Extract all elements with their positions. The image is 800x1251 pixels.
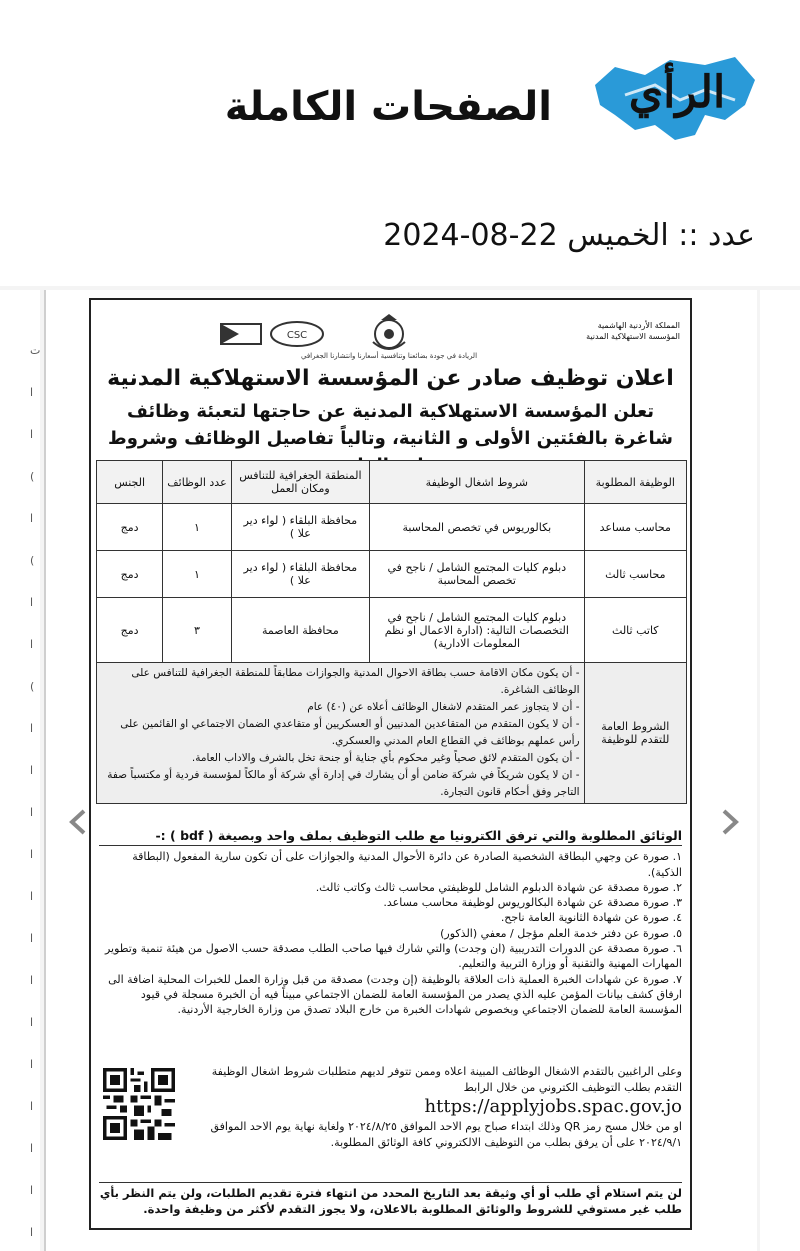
corporation-logos <box>219 318 329 350</box>
svg-text:CSC: CSC <box>286 330 308 341</box>
job-location: محافظة العاصمة <box>231 598 369 663</box>
previous-page-mark: ا <box>30 512 34 525</box>
documents-heading: الوثائق المطلوبة والتي ترفق الكترونيا مع طلب التوظيف بملف واحد وبصيغة ( bdf ) :- <box>99 828 682 846</box>
condition-item: - ان لا يكون شريكاً في شركة ضامن أو أن يشارك في إدارة أي شركة أو مالكاً لمؤسسة فردية أو مكتسباً صفة التاجر وفق أحكام قانون التجارة. <box>107 769 580 798</box>
condition-item: - أن لا يكون المتقدم من المتقاعدين المدنيين أو العسكريين أو متقاعدي الضمان الاجتماعي او القائمين على رأس عملهم بوظائف في القطاع العام المدني والعسكري. <box>120 718 580 747</box>
document-item: ٦. صورة مصدقة عن الدورات التدريبية (ان وجدت) والتي شارك فيها صاحب الطلب مصدقة حسب الاصول من هيئة تنمية وتطوير المهارات المهنية والتقنية أو وزارة التربية والتعليم. <box>104 942 682 971</box>
jobs-table <box>96 460 687 804</box>
org-name <box>586 320 680 342</box>
job-gender: دمج <box>97 551 163 598</box>
col-header: شروط اشغال الوظيفة <box>370 461 584 504</box>
logo-text: الرأي <box>628 67 726 118</box>
chevron-left-icon <box>62 805 96 839</box>
table-row <box>97 551 687 598</box>
previous-page-mark: ( <box>30 470 35 483</box>
previous-page-mark: ا <box>30 1058 34 1071</box>
col-header: الجنس <box>97 461 163 504</box>
document-item: ٧. صورة عن شهادات الخبرة العملية ذات العلاقة بالوظيفة (إن وجدت) مصدقة من قبل وزارة العمل للخبرات المحلية اضافة الى ارفاق كشف بيانات المؤمن عليه الذي يصدر من المؤسسة العامة للضمان الاجتماعي مبيناً فيه أن الخبرة مسجلة في قيود المؤسسة العامة للضمان الاجتماعي وبخصوص شهادات الخبرة من خارج البلاد تصدق من وزارة الخارجية الأردنية. <box>108 972 682 1017</box>
previous-page-mark: ا <box>30 764 34 777</box>
document-item: ٥. صورة عن دفتر خدمة العلم مؤجل / معفي (الذكور) <box>440 926 682 940</box>
job-count: ١ <box>163 551 231 598</box>
qr-code-icon[interactable] <box>103 1068 175 1140</box>
previous-page-mark: ا <box>30 806 34 819</box>
job-location: محافظة البلقاء ( لواء دير علا ) <box>231 551 369 598</box>
apply-dates: او من خلال مسح رمز QR وذلك ابتداء صباح يوم الاحد الموافق ٢٠٢٤/٨/٢٥ ولغاية نهاية يوم الاحد الموافق ٢٠٢٤/٩/١ على أن يرفق بطلب من التوظيف الالكتروني كافة الوثائق المطلوبة. <box>210 1120 682 1149</box>
job-count: ١ <box>163 504 231 551</box>
job-requirements: بكالوريوس في تخصص المحاسبة <box>370 504 584 551</box>
previous-page-mark: ا <box>30 428 34 441</box>
condition-item: - أن يكون مكان الاقامة حسب بطاقة الاحوال المدنية والجوازات مطابقاً للمنطقة الجغرافية للتنافس على الوظائف الشاغرة. <box>131 667 580 696</box>
previous-page-mark: ت <box>30 344 40 357</box>
document-item: ٢. صورة مصدقة عن شهادة الدبلوم الشامل للوظيفتي محاسب ثالث وكاتب ثالث. <box>315 880 682 894</box>
previous-page-mark: ا <box>30 386 34 399</box>
previous-page-mark: ا <box>30 932 34 945</box>
document-item: ٤. صورة عن شهادة الثانوية العامة ناجح. <box>500 911 682 925</box>
previous-page-mark: ا <box>30 722 34 735</box>
col-header: عدد الوظائف <box>163 461 231 504</box>
notice-header-logos <box>91 308 690 368</box>
org-line: المؤسسة الاستهلاكية المدنية <box>586 332 680 341</box>
required-documents <box>99 828 682 1018</box>
next-page-button[interactable] <box>712 805 746 839</box>
conditions-label: الشروط العامة للتقدم للوظيفة <box>584 663 686 804</box>
chevron-right-icon <box>712 805 746 839</box>
previous-page-mark: ا <box>30 890 34 903</box>
notice-subtitle: تعلن المؤسسة الاستهلاكية المدنية عن حاجتها لتعبئة وظائف شاغرة بالفئتين الأولى و الثانية، وتالياً تفاصيل الوظائف وشروط <box>108 401 673 449</box>
next-page-edge[interactable] <box>760 290 800 1251</box>
notice-title: اعلان توظيف صادر عن المؤسسة الاستهلاكية المدنية <box>107 366 674 391</box>
site-title: الصفحات الكاملة <box>224 84 552 130</box>
col-header: المنطقة الجغرافية للتنافس ومكان العمل <box>231 461 369 504</box>
job-count: ٣ <box>163 598 231 663</box>
job-title: محاسب مساعد <box>584 504 686 551</box>
job-notice <box>89 298 692 1230</box>
table-header-row <box>97 461 687 504</box>
document-item: ١. صورة عن وجهي البطاقة الشخصية الصادرة عن دائرة الأحوال المدنية والجوازات على أن تكون سارية المفعول (البطاقة الذكية). <box>132 850 682 879</box>
previous-page-mark: ا <box>30 848 34 861</box>
previous-page-mark: ا <box>30 596 34 609</box>
table-row <box>97 504 687 551</box>
job-requirements: دبلوم كليات المجتمع الشامل / ناجح في التخصصات التالية: (ادارة الاعمال او نظم المعلومات الادارية) <box>370 598 584 663</box>
apply-text: وعلى الراغبين بالتقدم الاشغال الوظائف المبينة اعلاه وممن تتوفر لديهم متطلبات شروط اشغال الوظيفة التقدم بطلب التوظيف الكتروني من خلال الرابط <box>211 1065 682 1094</box>
table-row <box>97 598 687 663</box>
closing-note: لن يتم استلام أي طلب أو أي وثيقة بعد التاريخ المحدد من انتهاء فترة تقديم الطلبات، ولن يتم النظر بأي طلب غير مستوفي للشروط والوثائق المطلوبة بالاعلان، ولا يجوز التقدم لأكثر من وظيفة واحدة. <box>99 1182 682 1217</box>
job-requirements: دبلوم كليات المجتمع الشامل / ناجح في تخصص المحاسبة <box>370 551 584 598</box>
job-gender: دمج <box>97 598 163 663</box>
col-header: الوظيفة المطلوبة <box>584 461 686 504</box>
issue-date: عدد :: الخميس 22-08-2024 <box>383 218 755 253</box>
previous-page-text <box>30 330 40 1251</box>
apply-link[interactable]: https://applyjobs.spac.gov.jo <box>424 1096 682 1117</box>
prev-page-button[interactable] <box>62 805 96 839</box>
conditions-list <box>97 663 585 804</box>
job-gender: دمج <box>97 504 163 551</box>
previous-page-mark: ( <box>30 680 35 693</box>
previous-page-mark: ا <box>30 638 34 651</box>
previous-page-mark: ا <box>30 1226 34 1239</box>
previous-page-mark: ا <box>30 974 34 987</box>
condition-item: - أن لا يتجاوز عمر المتقدم لاشغال الوظائف أعلاه عن (٤٠) عام <box>307 701 580 713</box>
document-item: ٣. صورة مصدقة عن شهادة البكالوريوس لوظيفة محاسب مساعد. <box>383 896 682 910</box>
previous-page-mark: ا <box>30 1100 34 1113</box>
org-tagline: الريادة في جودة بضائعنا وتنافسية أسعارنا وانتشارنا الجغرافي <box>301 352 478 360</box>
job-location: محافظة البلقاء ( لواء دير علا ) <box>231 504 369 551</box>
previous-page-edge[interactable] <box>0 290 40 1251</box>
previous-page-mark: ا <box>30 1184 34 1197</box>
conditions-row <box>97 663 687 804</box>
previous-page-mark: ا <box>30 1016 34 1029</box>
org-line: المملكة الأردنية الهاشمية <box>597 321 680 330</box>
al-rai-logo[interactable] <box>585 45 760 150</box>
previous-page-mark: ا <box>30 1142 34 1155</box>
site-header <box>0 0 800 253</box>
condition-item: - أن يكون المتقدم لائق صحياً وغير محكوم بأي جناية أو جنحة تخل بالشرف والاداب العامة. <box>191 752 580 764</box>
previous-page-mark: ( <box>30 554 35 567</box>
job-title: محاسب ثالث <box>584 551 686 598</box>
application-instructions <box>202 1064 682 1150</box>
job-title: كاتب ثالث <box>584 598 686 663</box>
